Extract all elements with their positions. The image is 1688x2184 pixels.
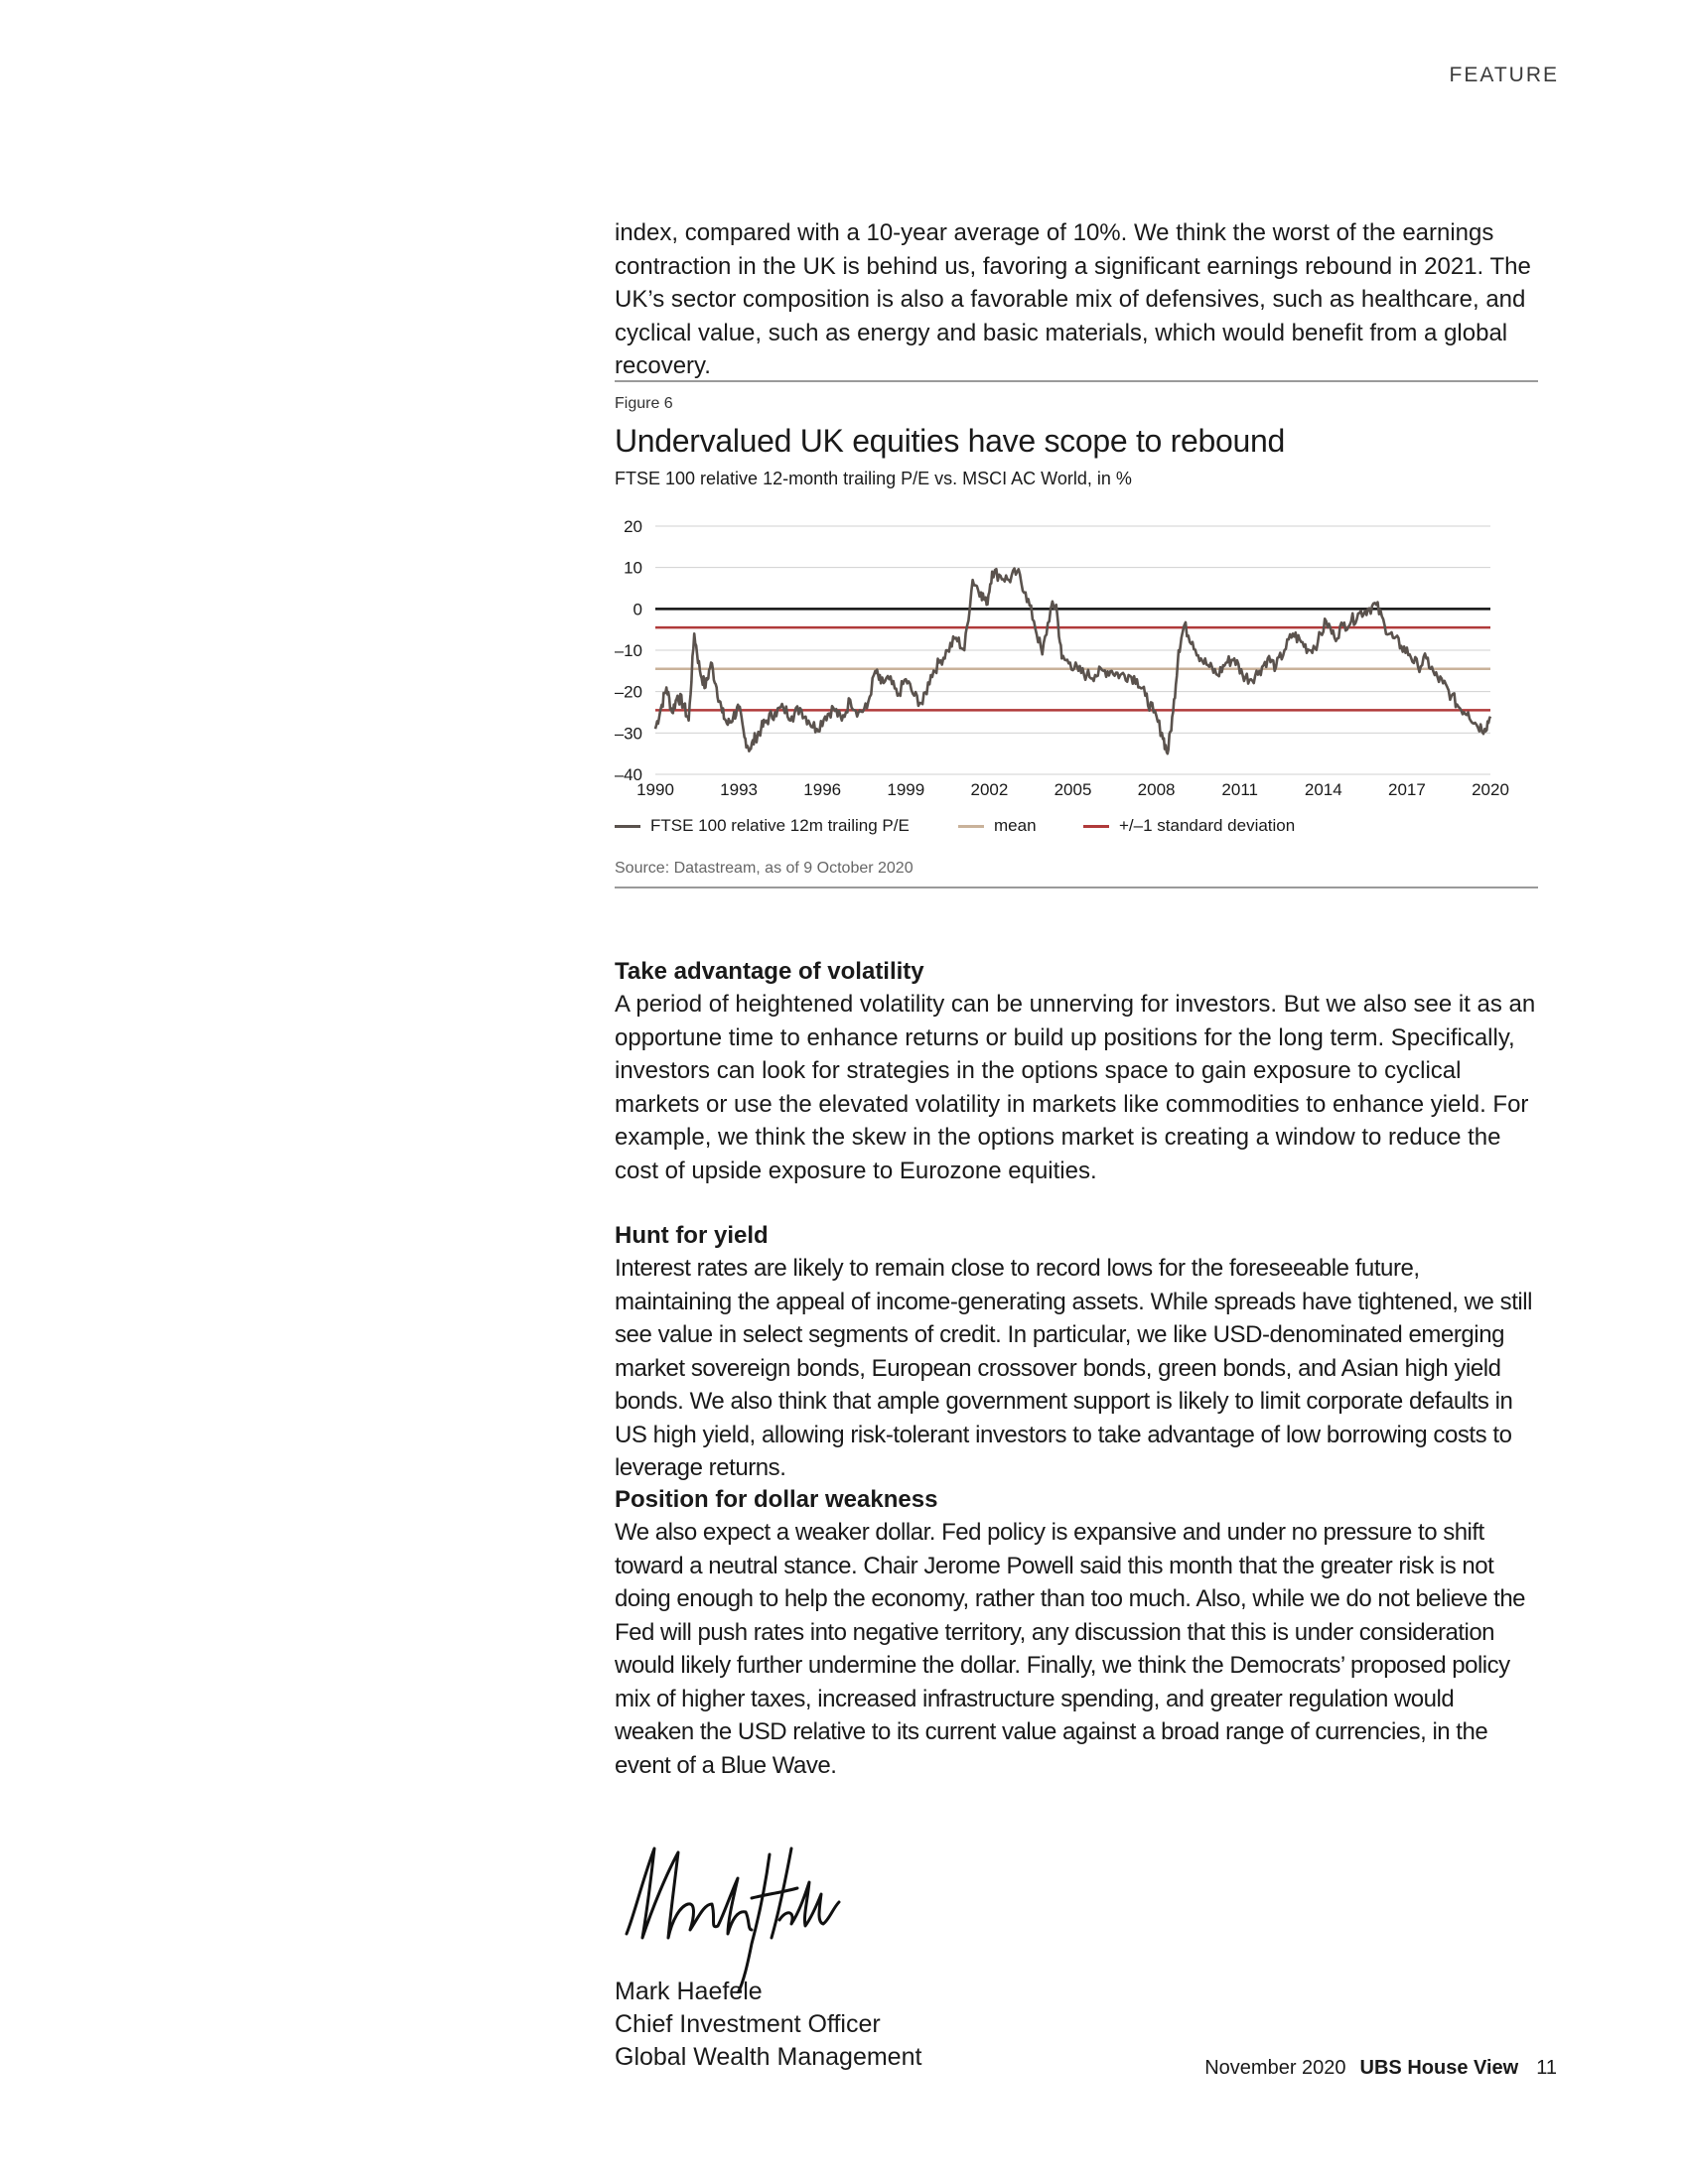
section-body-yield: Interest rates are likely to remain close to record lows for the foreseeable future, maintaining the appeal of income-generating assets. While spreads have tightened, we still see value in select segments of credit. In particular, we like USD-denominated emerging market sovereign bonds, European crossover bonds, green bonds, and Asian high yield bonds. We also think that ample government support is likely to limit corporate defaults in US high yield, allowing risk-tolerant investors to take advantage of low borrowing costs to leverage returns. [615, 1255, 1533, 1481]
figure-subtitle: FTSE 100 relative 12-month trailing P/E vs. MSCI AC World, in % [615, 469, 1132, 488]
section-title-yield: Hunt for yield [615, 1222, 769, 1249]
handwritten-signature [621, 1835, 849, 1993]
legend-swatch-pe [615, 825, 640, 828]
signatory-role: Chief Investment Officer [615, 2010, 881, 2038]
x-tick-label: 1999 [887, 780, 925, 799]
legend-swatch-stdev [1083, 825, 1109, 828]
y-tick-label: –20 [615, 682, 642, 702]
x-tick-label: 2020 [1472, 780, 1509, 799]
y-tick-label: –10 [615, 641, 642, 660]
x-tick-label: 1996 [803, 780, 842, 799]
legend-label-pe: FTSE 100 relative 12m trailing P/E [650, 816, 910, 835]
signatory-unit: Global Wealth Management [615, 2043, 922, 2071]
figure-source: Source: Datastream, as of 9 October 2020 [615, 860, 914, 877]
section-body-dollar: We also expect a weaker dollar. Fed policy is expansive and under no pressure to shift toward a neutral stance. Chair Jerome Powell said this month that the greater risk is not doing enough to help the economy, rather than too much. Also, while we do not believe the Fed will push rates into negative territory, any discussion that this is under consideration would likely further undermine the dollar. Finally, we think the Democrats’ proposed policy mix of higher taxes, increased infrastructure spending, and greater regulation would weaken the USD relative to its current value against a broad range of currencies, in the event of a Blue Wave. [615, 1519, 1526, 1779]
section-body-volatility: A period of heightened volatility can be unnerving for investors. But we also see it as an opportune time to enhance returns or build up positions for the long term. Specifically, investors can look for strategies in the options space to gain exposure to cyclical markets or use the elevated volatility in markets like commodities to enhance yield. For example, we think the skew in the options market is creating a window to reduce the cost of upside exposure to Eurozone equities. [615, 991, 1536, 1184]
section-title-volatility: Take advantage of volatility [615, 958, 924, 985]
x-tick-label: 1993 [720, 780, 759, 799]
legend-swatch-mean [958, 825, 984, 828]
y-tick-label: 0 [633, 600, 642, 619]
x-tick-label: 2011 [1221, 780, 1258, 799]
figure-title: Undervalued UK equities have scope to rebound [615, 423, 1285, 459]
x-tick-label: 2017 [1387, 780, 1426, 799]
legend-label-mean: mean [994, 816, 1037, 835]
section-title-dollar: Position for dollar weakness [615, 1486, 938, 1513]
x-tick-label: 2002 [970, 780, 1009, 799]
page-footer [1204, 2057, 1557, 2080]
y-tick-label: 10 [624, 558, 642, 578]
series-line-pe [655, 569, 1490, 754]
section-label: FEATURE [1449, 64, 1559, 86]
legend-label-stdev: +/–1 standard deviation [1119, 816, 1296, 835]
figure-top-rule [615, 380, 1538, 382]
signatory-name: Mark Haefele [615, 1978, 763, 2005]
y-tick-label: 20 [624, 517, 642, 536]
y-tick-label: –40 [615, 765, 642, 784]
x-tick-label: 2008 [1137, 780, 1176, 799]
legend-item-pe [615, 816, 910, 836]
legend-item-mean [958, 816, 1037, 836]
legend-item-stdev [1083, 816, 1295, 836]
figure-label: Figure 6 [615, 395, 673, 412]
intro-paragraph: index, compared with a 10-year average of 10%. We think the worst of the earnings contraction in the UK is behind us, favoring a significant earnings rebound in 2021. The UK’s sector composition is also a favorable mix of defensives, such as healthcare, and cyclical value, such as energy and basic materials, which would benefit from a global recovery. [615, 219, 1531, 379]
y-tick-label: –30 [615, 724, 642, 744]
page-number: 11 [1536, 2057, 1557, 2079]
x-tick-label: 1990 [636, 780, 674, 799]
footer-publication: UBS House View [1359, 2057, 1519, 2079]
figure-bottom-rule [615, 887, 1538, 888]
pe-line-chart [615, 501, 1538, 809]
x-tick-label: 2014 [1304, 780, 1342, 799]
x-tick-label: 2005 [1054, 780, 1092, 799]
footer-date: November 2020 [1204, 2057, 1346, 2079]
